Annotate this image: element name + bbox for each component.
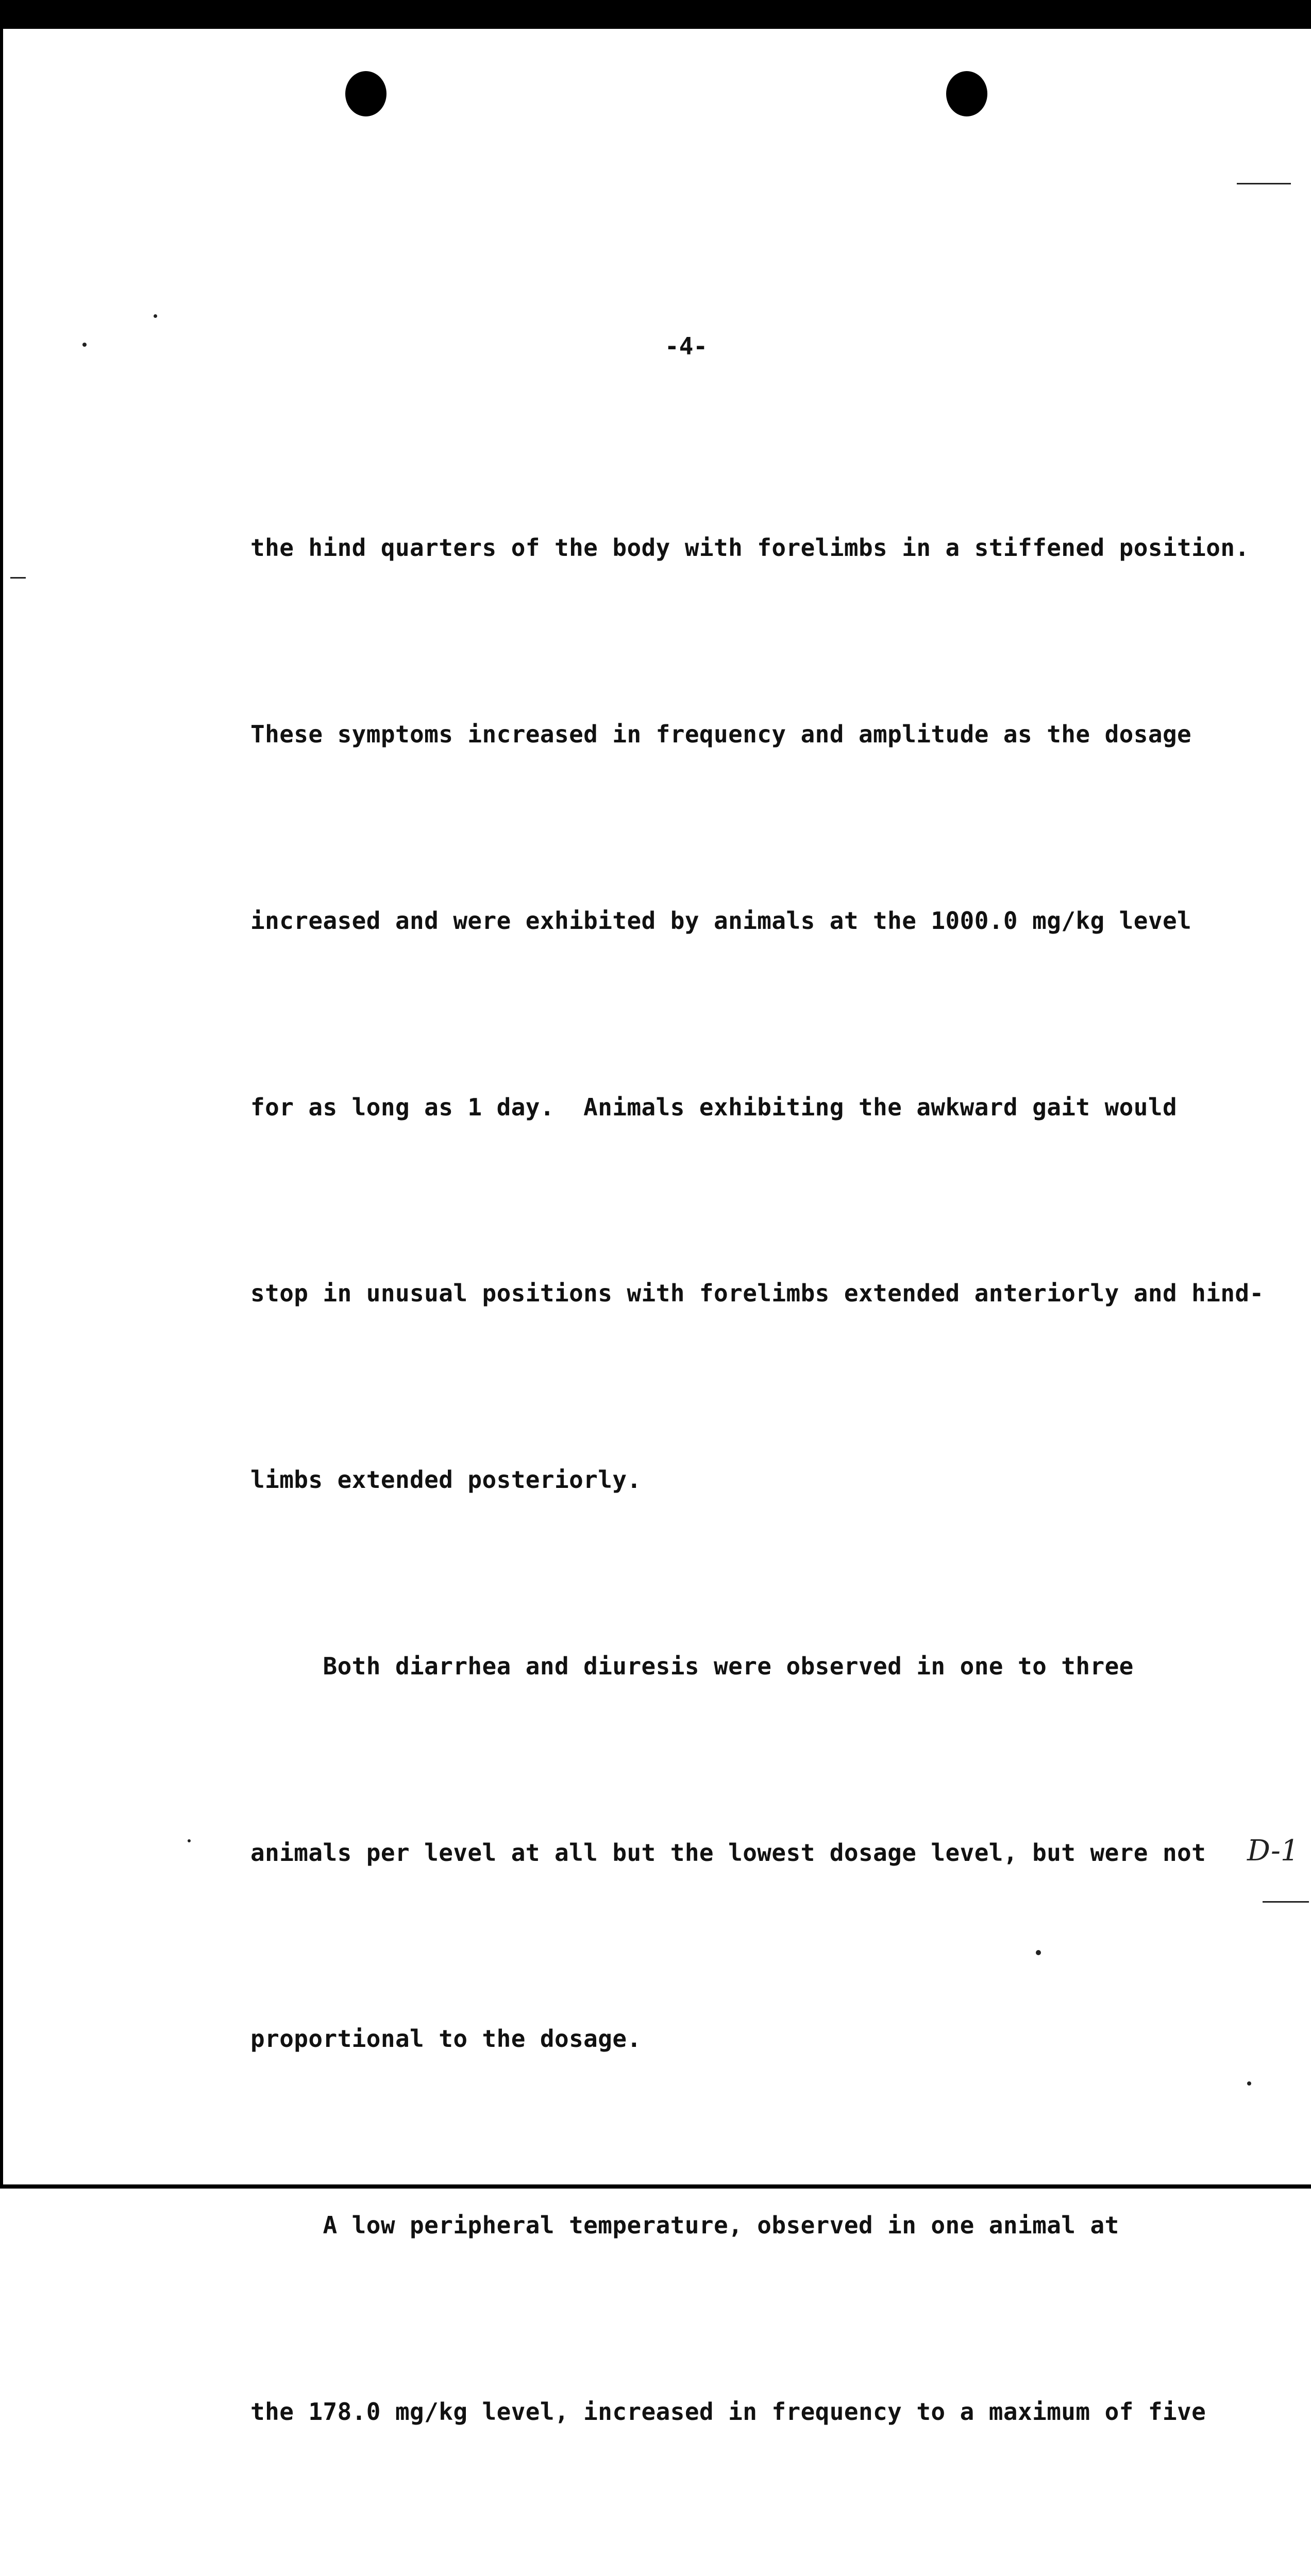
binder-hole-right [946, 71, 987, 116]
scan-top-border [0, 0, 1311, 29]
scan-speck [188, 1839, 191, 1842]
scan-left-border [0, 29, 3, 2184]
text-line: the hind quarters of the body with forelimbs in a stiffened position. [250, 534, 1250, 562]
text-line: stop in unusual positions with forelimbs extended anteriorly and hind- [250, 1279, 1264, 1308]
scan-mark [10, 577, 26, 579]
page-number: -4- [665, 332, 708, 360]
scan-speck [82, 343, 87, 347]
body-text [250, 393, 1271, 2576]
text-line: the 178.0 mg/kg level, increased in frequency to a maximum of five [250, 2398, 1206, 2426]
text-line: for as long as 1 day. Animals exhibiting the awkward gait would [250, 1093, 1178, 1121]
text-line: Both diarrhea and diuresis were observed in one to three [250, 1652, 1134, 1680]
scan-mark [1237, 183, 1291, 184]
scan-speck [154, 314, 157, 318]
text-line: limbs extended posteriorly. [250, 1466, 642, 1494]
margin-note: D-1 [1247, 1834, 1299, 1868]
binder-hole-left [345, 71, 386, 116]
text-line: animals per level at all but the lowest dosage level, but were not [250, 1838, 1206, 1867]
text-line: These symptoms increased in frequency and amplitude as the dosage [250, 720, 1192, 748]
text-line: proportional to the dosage. [250, 2025, 642, 2053]
text-line: A low peripheral temperature, observed in one animal at [250, 2211, 1119, 2240]
text-line: increased and were exhibited by animals at the 1000.0 mg/kg level [250, 906, 1192, 935]
text-line [250, 2567, 1271, 2576]
